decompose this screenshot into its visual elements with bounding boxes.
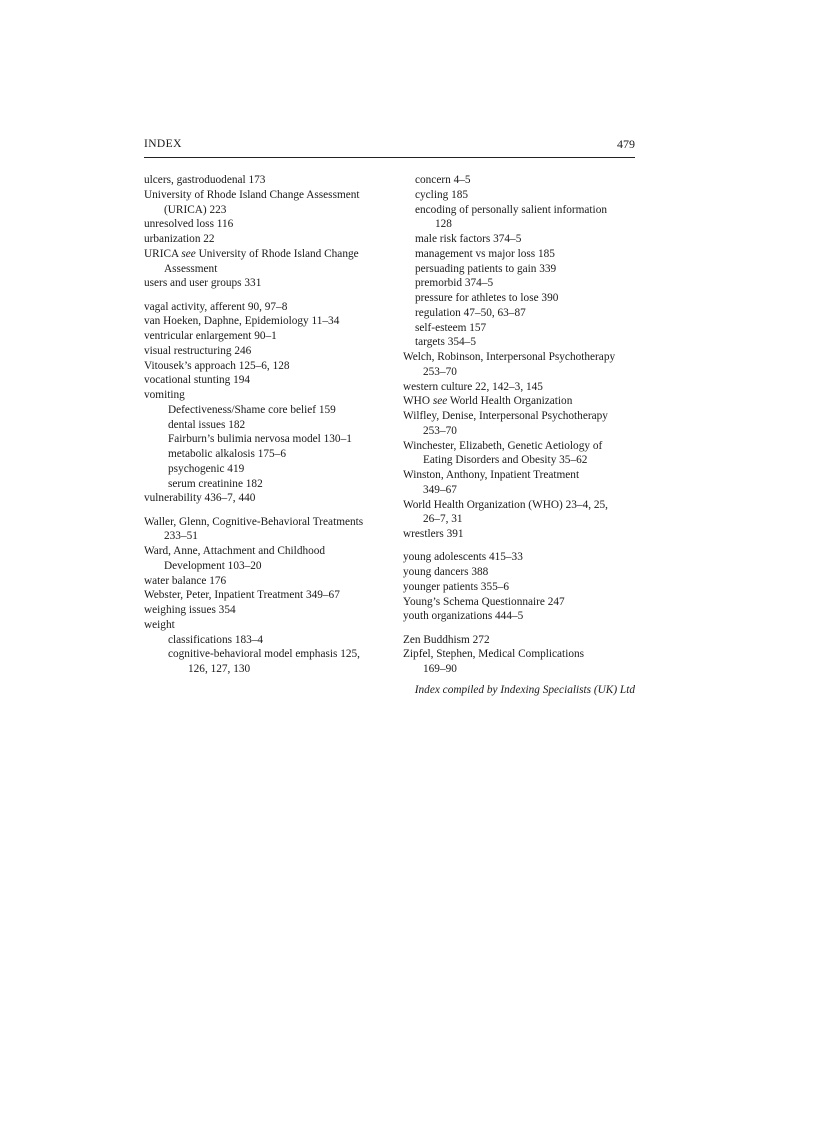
entry-text: Eating Disorders and Obesity 35–62 xyxy=(423,454,588,467)
index-subentry: classifications 183–4 xyxy=(168,633,264,646)
index-subentry: premorbid 374–5 xyxy=(415,277,494,290)
entry-text: 169–90 xyxy=(423,663,457,676)
entry-text: Waller, Glenn, Cognitive-Behavioral Treatments xyxy=(144,515,364,528)
index-entry xyxy=(144,247,394,277)
letter-gap xyxy=(144,291,394,300)
entry-text: 26–7, 31 xyxy=(423,513,463,526)
index-entry: vagal activity, afferent 90, 97–8 xyxy=(144,300,288,313)
index-entry: vocational stunting 194 xyxy=(144,374,251,387)
index-entry: users and user groups 331 xyxy=(144,277,262,290)
entry-text: 233–51 xyxy=(164,530,198,543)
index-entry: Zen Buddhism 272 xyxy=(403,633,490,646)
entry-text: Wilfley, Denise, Interpersonal Psychotherapy xyxy=(403,410,608,422)
page-number: 479 xyxy=(617,137,635,151)
see-reference: see xyxy=(432,395,448,408)
index-entry: water balance 176 xyxy=(144,574,227,587)
index-entry: visual restructuring 246 xyxy=(144,344,252,357)
index-subentry: regulation 47–50, 63–87 xyxy=(415,306,526,319)
index-subentry: concern 4–5 xyxy=(415,174,471,186)
index-entry xyxy=(403,468,635,498)
entry-text: URICA xyxy=(144,247,182,260)
index-entry: western culture 22, 142–3, 145 xyxy=(403,380,543,393)
entry-text: 253–70 xyxy=(423,365,457,378)
entry-text: Winchester, Elizabeth, Genetic Aetiology of xyxy=(403,439,603,452)
index-subentry xyxy=(403,203,635,233)
index-entry: young adolescents 415–33 xyxy=(403,551,523,564)
index-entry: unresolved loss 116 xyxy=(144,218,234,231)
index-entry: wrestlers 391 xyxy=(403,528,464,540)
index-entry: young dancers 388 xyxy=(403,566,489,579)
entry-text: University of Rhode Island Change xyxy=(195,247,359,260)
entry-text: Assessment xyxy=(164,262,218,275)
index-entry xyxy=(403,647,635,677)
index-subentry: targets 354–5 xyxy=(415,336,476,349)
entry-text: Winston, Anthony, Inpatient Treatment xyxy=(403,469,580,481)
index-entry: weight xyxy=(144,618,175,631)
index-subentry xyxy=(144,647,394,677)
running-head-title: INDEX xyxy=(144,138,182,150)
entry-text: World Health Organization xyxy=(447,395,573,408)
index-subentry: self-esteem 157 xyxy=(415,321,487,334)
entry-text: 128 xyxy=(435,218,452,231)
index-subentry: management vs major loss 185 xyxy=(415,247,555,260)
entry-text: (URICA) 223 xyxy=(164,203,227,216)
index-entry: ulcers, gastroduodenal 173 xyxy=(144,174,266,186)
index-subentry: serum creatinine 182 xyxy=(168,477,263,490)
entry-text: World Health Organization (WHO) 23–4, 25, xyxy=(403,498,608,511)
entry-text: 126, 127, 130 xyxy=(188,663,251,676)
index-subentry: psychogenic 419 xyxy=(168,462,245,475)
index-entry: Young’s Schema Questionnaire 247 xyxy=(403,595,565,608)
index-subentry: metabolic alkalosis 175–6 xyxy=(168,448,286,461)
letter-gap xyxy=(403,624,635,633)
index-entry xyxy=(403,439,635,469)
index-entry: youth organizations 444–5 xyxy=(403,610,524,623)
index-entry: vomiting xyxy=(144,389,185,402)
index-subentry: Fairburn’s bulimia nervosa model 130–1 xyxy=(168,433,352,446)
entry-text: encoding of personally salient information xyxy=(415,203,607,216)
index-entry: vulnerability 436–7, 440 xyxy=(144,492,256,505)
entry-text: Welch, Robinson, Interpersonal Psychotherapy xyxy=(403,351,616,363)
letter-gap xyxy=(144,506,394,515)
see-reference: see xyxy=(181,247,196,260)
index-entry xyxy=(403,498,635,528)
index-entry xyxy=(403,350,635,380)
index-entry: Vitousek’s approach 125–6, 128 xyxy=(144,359,290,372)
index-column-right xyxy=(403,173,635,698)
letter-gap xyxy=(403,542,635,551)
index-entry xyxy=(144,515,394,545)
running-header xyxy=(144,137,635,158)
entry-text: 253–70 xyxy=(423,424,457,437)
entry-text: cognitive-behavioral model emphasis 125, xyxy=(168,648,360,661)
index-subentry: Defectiveness/Shame core belief 159 xyxy=(168,403,336,416)
index-entry xyxy=(403,409,635,439)
index-subentry: dental issues 182 xyxy=(168,418,246,431)
index-entry: ventricular enlargement 90–1 xyxy=(144,330,277,343)
index-entry: Webster, Peter, Inpatient Treatment 349–67 xyxy=(144,589,340,602)
index-entry xyxy=(403,394,635,409)
index-subentry: pressure for athletes to lose 390 xyxy=(415,292,559,304)
index-entry: weighing issues 354 xyxy=(144,604,236,617)
entry-text: 349–67 xyxy=(423,483,457,496)
index-column-left xyxy=(144,173,394,677)
index-entry xyxy=(144,544,394,574)
index-entry: van Hoeken, Daphne, Epidemiology 11–34 xyxy=(144,315,340,328)
index-credit: Index compiled by Indexing Specialists (UK) Ltd xyxy=(414,683,635,696)
entry-text: Development 103–20 xyxy=(164,559,262,572)
index-subentry: persuading patients to gain 339 xyxy=(415,262,557,275)
index-subentry: cycling 185 xyxy=(415,188,469,201)
index-entry xyxy=(144,188,394,218)
index-subentry: male risk factors 374–5 xyxy=(415,233,522,245)
entry-text: Ward, Anne, Attachment and Childhood xyxy=(144,545,326,558)
entry-text: WHO xyxy=(403,395,433,408)
entry-text: Zipfel, Stephen, Medical Complications xyxy=(403,648,585,661)
index-entry: urbanization 22 xyxy=(144,233,215,245)
entry-text: University of Rhode Island Change Assessment xyxy=(144,188,360,201)
index-entry: younger patients 355–6 xyxy=(403,580,510,593)
